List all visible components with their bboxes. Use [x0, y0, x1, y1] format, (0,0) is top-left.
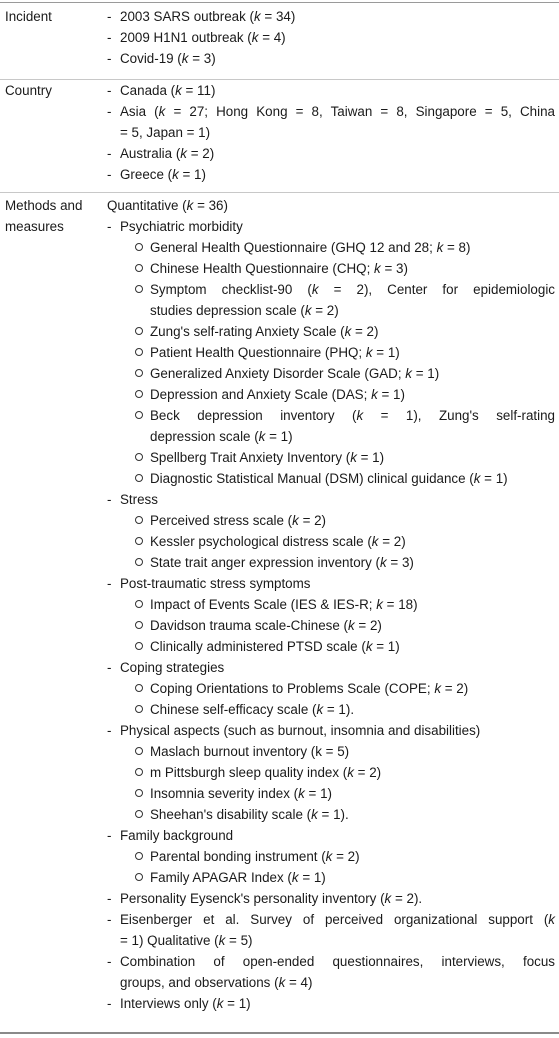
- list-item: Post-traumatic stress symptoms: [120, 576, 311, 591]
- circle-bullet-icon: [135, 768, 143, 776]
- circle-bullet-icon: [135, 285, 143, 293]
- list-item: 2003 SARS outbreak (k = 34): [120, 9, 296, 24]
- circle-bullet-icon: [135, 600, 143, 608]
- list-item: Stress: [120, 492, 158, 507]
- sub-list-item: Generalized Anxiety Disorder Scale (GAD; k = 1): [150, 366, 440, 381]
- circle-bullet-icon: [135, 474, 143, 482]
- list-item: Covid-19 (k = 3): [120, 51, 216, 66]
- list-item: Personality Eysenck's personality inventory (k = 2).: [120, 891, 423, 906]
- sub-list-item: Coping Orientations to Problems Scale (COPE; k = 2): [150, 681, 469, 696]
- circle-bullet-icon: [135, 243, 143, 251]
- row-label: [5, 80, 103, 101]
- circle-bullet-icon: [135, 327, 143, 335]
- sub-list-item: studies depression scale (k = 2): [150, 303, 339, 318]
- list-item: Psychiatric morbidity: [120, 219, 243, 234]
- section-divider: [0, 192, 559, 193]
- sub-list-item: Clinically administered PTSD scale (k = 1): [150, 639, 400, 654]
- circle-bullet-icon: [135, 810, 143, 818]
- sub-list-item: depression scale (k = 1): [150, 429, 293, 444]
- circle-bullet-icon: [135, 411, 143, 419]
- list-item: Eisenberger et al. Survey of perceived organizational support (k: [120, 912, 555, 927]
- sub-list-item: Insomnia severity index (k = 1): [150, 786, 332, 801]
- dash-marker: -: [107, 723, 112, 738]
- dash-marker: -: [107, 996, 112, 1011]
- dash-marker: -: [107, 660, 112, 675]
- dash-marker: -: [107, 828, 112, 843]
- dash-marker: -: [107, 146, 112, 161]
- dash-marker: -: [107, 30, 112, 45]
- row-label-line: Methods and: [5, 198, 83, 213]
- row-label-line: measures: [5, 219, 64, 234]
- sub-list-item: Zung's self-rating Anxiety Scale (k = 2): [150, 324, 379, 339]
- list-item: groups, and observations (k = 4): [120, 975, 313, 990]
- sub-list-item: Diagnostic Statistical Manual (DSM) clinical guidance (k = 1): [150, 471, 508, 486]
- circle-bullet-icon: [135, 453, 143, 461]
- dash-marker: -: [107, 51, 112, 66]
- sub-list-item: Beck depression inventory (k = 1), Zung's self-rating: [150, 408, 555, 423]
- method-heading: Quantitative (k = 36): [107, 198, 228, 213]
- list-item: Physical aspects (such as burnout, insomnia and disabilities): [120, 723, 481, 738]
- sub-list-item: Chinese Health Questionnaire (CHQ; k = 3): [150, 261, 408, 276]
- circle-bullet-icon: [135, 747, 143, 755]
- dash-marker: -: [107, 576, 112, 591]
- sub-list-item: Impact of Events Scale (IES & IES-R; k = 18): [150, 597, 418, 612]
- sub-list-item: Family APAGAR Index (k = 1): [150, 870, 326, 885]
- list-item: Asia (k = 27; Hong Kong = 8, Taiwan = 8, Singapore = 5, China: [120, 104, 555, 119]
- sub-list-item: Sheehan's disability scale (k = 1).: [150, 807, 349, 822]
- sub-list-item: Perceived stress scale (k = 2): [150, 513, 327, 528]
- circle-bullet-icon: [135, 873, 143, 881]
- dash-marker: -: [107, 891, 112, 906]
- list-item: = 5, Japan = 1): [120, 125, 211, 140]
- list-item: Interviews only (k = 1): [120, 996, 251, 1011]
- sub-list-item: Maslach burnout inventory (k = 5): [150, 744, 350, 759]
- list-item: 2009 H1N1 outbreak (k = 4): [120, 30, 286, 45]
- row-content: [107, 6, 555, 69]
- circle-bullet-icon: [135, 558, 143, 566]
- circle-bullet-icon: [135, 789, 143, 797]
- circle-bullet-icon: [135, 390, 143, 398]
- circle-bullet-icon: [135, 705, 143, 713]
- dash-marker: -: [107, 954, 112, 969]
- table-top-rule: [0, 2, 559, 3]
- sub-list-item: Kessler psychological distress scale (k = 2): [150, 534, 406, 549]
- list-item: Australia (k = 2): [120, 146, 215, 161]
- row-content: [107, 195, 555, 1014]
- sub-list-item: m Pittsburgh sleep quality index (k = 2): [150, 765, 382, 780]
- sub-list-item: General Health Questionnaire (GHQ 12 and 28; k = 8): [150, 240, 471, 255]
- list-item: Family background: [120, 828, 234, 843]
- dash-marker: -: [107, 104, 112, 119]
- row-label-line: Incident: [5, 9, 52, 24]
- dash-marker: -: [107, 9, 112, 24]
- row-label: [5, 195, 103, 237]
- list-item: Canada (k = 11): [120, 83, 216, 98]
- row-content: [107, 80, 555, 185]
- circle-bullet-icon: [135, 369, 143, 377]
- dash-marker: -: [107, 83, 112, 98]
- dash-marker: -: [107, 492, 112, 507]
- list-item: Greece (k = 1): [120, 167, 206, 182]
- dash-marker: -: [107, 219, 112, 234]
- row-label: [5, 6, 103, 27]
- circle-bullet-icon: [135, 537, 143, 545]
- circle-bullet-icon: [135, 684, 143, 692]
- circle-bullet-icon: [135, 621, 143, 629]
- table-bottom-rule: [0, 1032, 559, 1034]
- list-item: Coping strategies: [120, 660, 225, 675]
- sub-list-item: Depression and Anxiety Scale (DAS; k = 1): [150, 387, 405, 402]
- sub-list-item: State trait anger expression inventory (k = 3): [150, 555, 414, 570]
- sub-list-item: Davidson trauma scale-Chinese (k = 2): [150, 618, 382, 633]
- sub-list-item: Spellberg Trait Anxiety Inventory (k = 1): [150, 450, 385, 465]
- row-label-line: Country: [5, 83, 52, 98]
- circle-bullet-icon: [135, 642, 143, 650]
- circle-bullet-icon: [135, 348, 143, 356]
- list-item: = 1) Qualitative (k = 5): [120, 933, 253, 948]
- sub-list-item: Symptom checklist-90 (k = 2), Center for epidemiologic: [150, 282, 556, 297]
- sub-list-item: Patient Health Questionnaire (PHQ; k = 1): [150, 345, 400, 360]
- circle-bullet-icon: [135, 852, 143, 860]
- circle-bullet-icon: [135, 516, 143, 524]
- dash-marker: -: [107, 912, 112, 927]
- dash-marker: -: [107, 167, 112, 182]
- sub-list-item: Parental bonding instrument (k = 2): [150, 849, 360, 864]
- circle-bullet-icon: [135, 264, 143, 272]
- sub-list-item: Chinese self-efficacy scale (k = 1).: [150, 702, 355, 717]
- list-item: Combination of open-ended questionnaires, interviews, focus: [120, 954, 555, 969]
